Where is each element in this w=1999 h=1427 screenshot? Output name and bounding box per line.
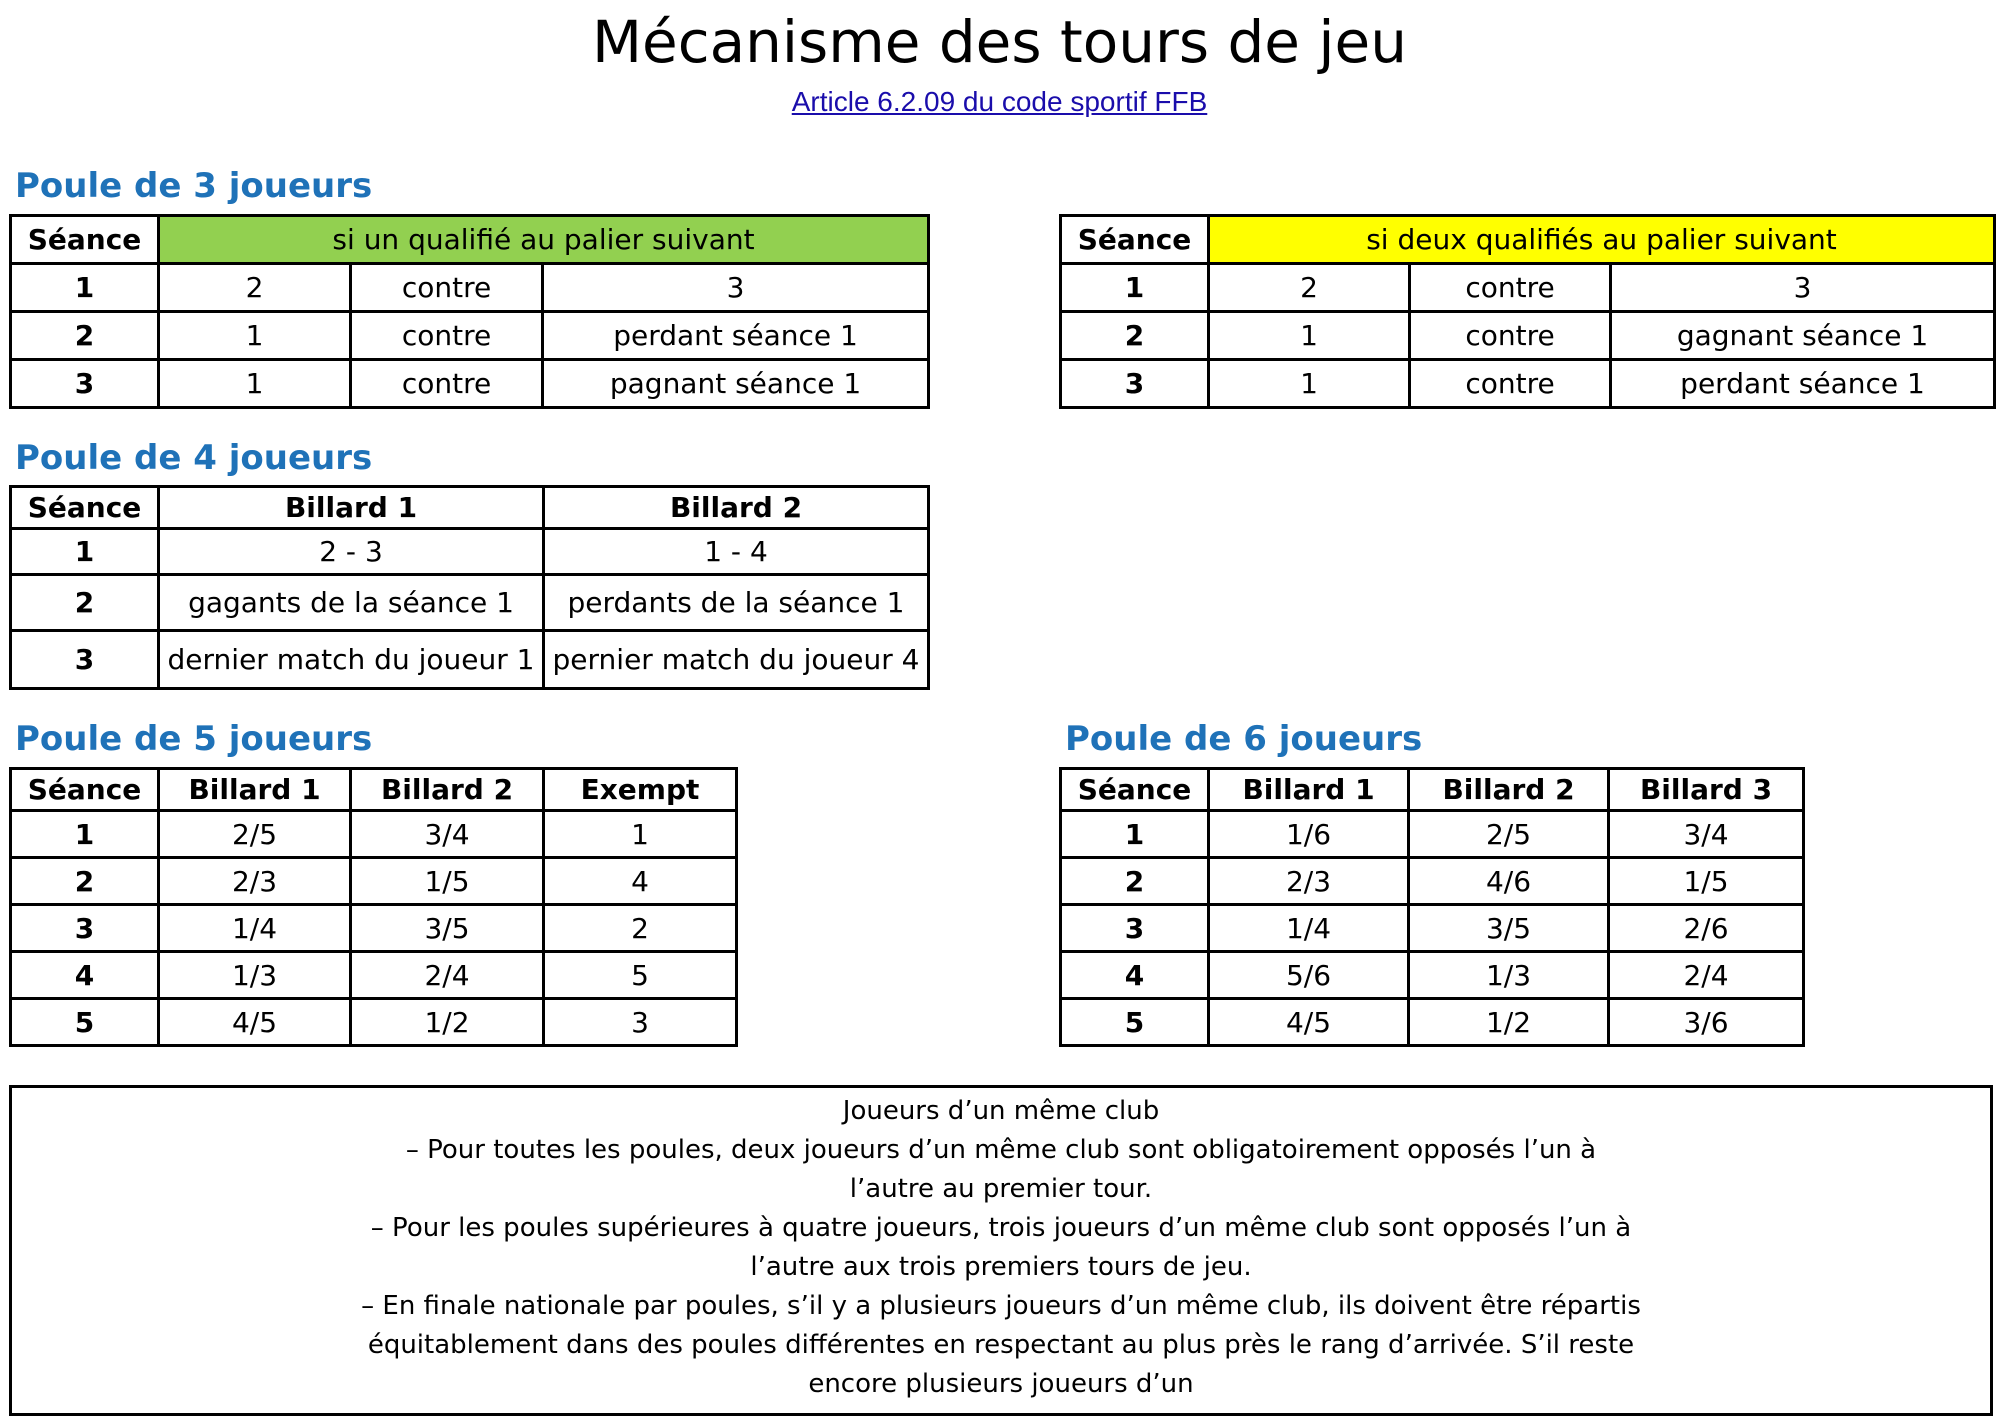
- cell: 1 - 4: [544, 529, 929, 575]
- cell: perdants de la séance 1: [544, 575, 929, 631]
- seance-number: 5: [11, 999, 159, 1046]
- col-billard-2: Billard 2: [1409, 769, 1609, 811]
- note-paragraph: – En finale nationale par poules, s’il y a plusieurs joueurs d’un même club, ils doivent être répartis équitablement dans des poules différentes en respectant au plus près le rang d’arrivée. S’il reste encore plusieurs joueurs d’un: [361, 1291, 1641, 1399]
- heading-poule-6: Poule de 6 joueurs: [1065, 719, 1423, 759]
- cell: 1: [159, 312, 351, 360]
- heading-poule-5: Poule de 5 joueurs: [15, 719, 373, 759]
- seance-number: 2: [11, 858, 159, 905]
- cell: 2 - 3: [159, 529, 544, 575]
- table-poule-3-deux-qualifies: [1059, 214, 1996, 409]
- banner-un-qualifie: si un qualifié au palier suivant: [159, 216, 929, 264]
- seance-number: 3: [11, 360, 159, 408]
- col-billard-1: Billard 1: [159, 769, 351, 811]
- heading-poule-3: Poule de 3 joueurs: [15, 166, 373, 206]
- cell: 3: [1611, 264, 1995, 312]
- cell: 1/4: [1209, 905, 1409, 952]
- cell: 2/6: [1609, 905, 1804, 952]
- seance-number: 5: [1061, 999, 1209, 1046]
- cell: contre: [351, 312, 543, 360]
- cell: 3: [543, 264, 929, 312]
- cell: 3: [544, 999, 737, 1046]
- col-exempt: Exempt: [544, 769, 737, 811]
- cell: 1: [1209, 360, 1410, 408]
- seance-number: 2: [11, 575, 159, 631]
- cell: 4/6: [1409, 858, 1609, 905]
- seance-number: 3: [11, 631, 159, 689]
- cell: 5: [544, 952, 737, 999]
- cell: 1: [1209, 312, 1410, 360]
- cell: 4/5: [1209, 999, 1409, 1046]
- heading-poule-4: Poule de 4 joueurs: [15, 438, 373, 478]
- cell: dernier match du joueur 1: [159, 631, 544, 689]
- col-seance: Séance: [11, 216, 159, 264]
- cell: 2/3: [1209, 858, 1409, 905]
- seance-number: 4: [1061, 952, 1209, 999]
- cell: 3/4: [351, 811, 544, 858]
- cell: 2/4: [351, 952, 544, 999]
- cell: 2/4: [1609, 952, 1804, 999]
- cell: 1: [544, 811, 737, 858]
- cell: contre: [351, 264, 543, 312]
- cell: gagants de la séance 1: [159, 575, 544, 631]
- cell: 1/6: [1209, 811, 1409, 858]
- cell: 2/5: [159, 811, 351, 858]
- seance-number: 1: [11, 529, 159, 575]
- cell: 2: [544, 905, 737, 952]
- col-billard-1: Billard 1: [1209, 769, 1409, 811]
- cell: perdant séance 1: [1611, 360, 1995, 408]
- cell: 1/2: [351, 999, 544, 1046]
- cell: 1/5: [1609, 858, 1804, 905]
- cell: contre: [1410, 312, 1611, 360]
- cell: 3/6: [1609, 999, 1804, 1046]
- banner-deux-qualifies: si deux qualifiés au palier suivant: [1209, 216, 1995, 264]
- cell: 4: [544, 858, 737, 905]
- table-poule-3-un-qualifie: [9, 214, 930, 409]
- cell: 1/4: [159, 905, 351, 952]
- seance-number: 1: [11, 264, 159, 312]
- cell: 2: [159, 264, 351, 312]
- cell: 2/5: [1409, 811, 1609, 858]
- cell: 1/5: [351, 858, 544, 905]
- col-billard-2: Billard 2: [351, 769, 544, 811]
- seance-number: 2: [11, 312, 159, 360]
- col-seance: Séance: [1061, 769, 1209, 811]
- note-paragraph: – Pour les poules supérieures à quatre joueurs, trois joueurs d’un même club sont opposés l’un à l’autre aux trois premiers tours de jeu.: [370, 1213, 1632, 1282]
- col-billard-2: Billard 2: [544, 487, 929, 529]
- col-seance: Séance: [1061, 216, 1209, 264]
- seance-number: 3: [1061, 905, 1209, 952]
- cell: 2/3: [159, 858, 351, 905]
- col-seance: Séance: [11, 769, 159, 811]
- cell: 3/5: [1409, 905, 1609, 952]
- cell: pernier match du joueur 4: [544, 631, 929, 689]
- table-poule-5: [9, 767, 738, 1047]
- seance-number: 3: [11, 905, 159, 952]
- seance-number: 1: [1061, 811, 1209, 858]
- table-poule-6: [1059, 767, 1805, 1047]
- seance-number: 1: [11, 811, 159, 858]
- cell: 4/5: [159, 999, 351, 1046]
- seance-number: 2: [1061, 312, 1209, 360]
- cell: 3/4: [1609, 811, 1804, 858]
- cell: 1/3: [159, 952, 351, 999]
- cell: 3/5: [351, 905, 544, 952]
- col-billard-1: Billard 1: [159, 487, 544, 529]
- seance-number: 4: [11, 952, 159, 999]
- cell: contre: [351, 360, 543, 408]
- cell: 5/6: [1209, 952, 1409, 999]
- cell: contre: [1410, 360, 1611, 408]
- col-seance: Séance: [11, 487, 159, 529]
- seance-number: 1: [1061, 264, 1209, 312]
- cell: 2: [1209, 264, 1410, 312]
- notes-title: Joueurs d’un même club: [842, 1096, 1160, 1126]
- notes-box: [9, 1085, 1993, 1416]
- article-link[interactable]: Article 6.2.09 du code sportif FFB: [791, 86, 1208, 117]
- cell: 1: [159, 360, 351, 408]
- col-billard-3: Billard 3: [1609, 769, 1804, 811]
- cell: gagnant séance 1: [1611, 312, 1995, 360]
- cell: 1/2: [1409, 999, 1609, 1046]
- cell: contre: [1410, 264, 1611, 312]
- page-title: Mécanisme des tours de jeu: [591, 8, 1407, 76]
- seance-number: 2: [1061, 858, 1209, 905]
- seance-number: 3: [1061, 360, 1209, 408]
- cell: 1/3: [1409, 952, 1609, 999]
- cell: perdant séance 1: [543, 312, 929, 360]
- note-paragraph: – Pour toutes les poules, deux joueurs d’un même club sont obligatoirement opposés l’un à l’autre au premier tour.: [405, 1135, 1597, 1204]
- table-poule-4: [9, 485, 930, 690]
- cell: pagnant séance 1: [543, 360, 929, 408]
